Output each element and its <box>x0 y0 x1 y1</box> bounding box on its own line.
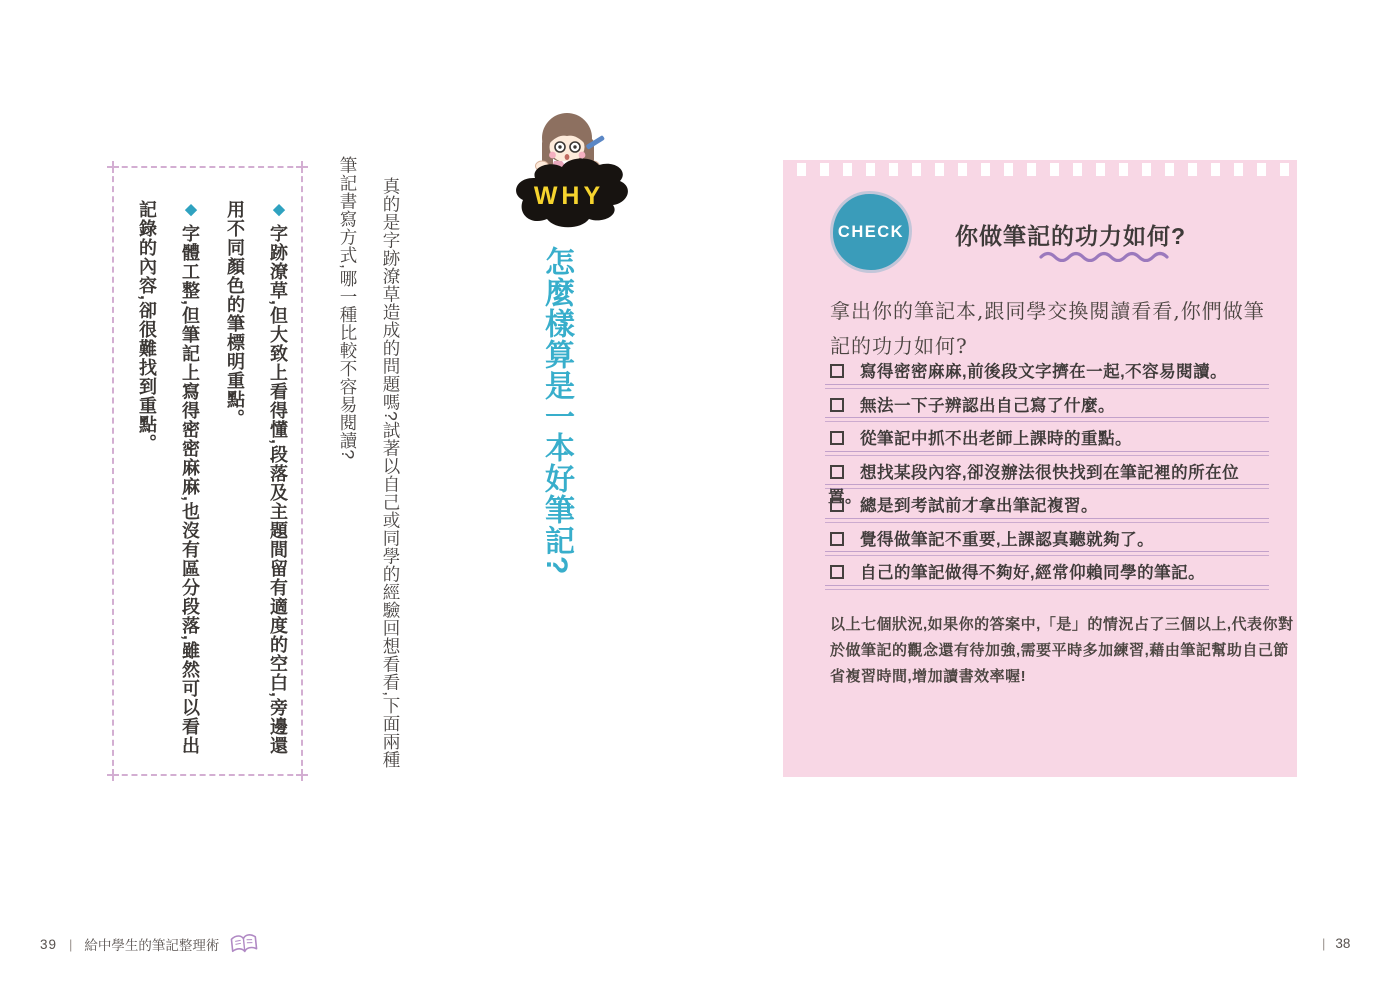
checklist-row-underline <box>825 417 1269 422</box>
note-example-text: 字體工整,但筆記上寫得密密麻麻,也沒有區分段落,雖然可以看出記錄的內容,卻很難找到重點。 <box>137 200 200 756</box>
footer-left <box>40 932 259 956</box>
footer-right <box>1322 936 1350 951</box>
checklist <box>828 357 1269 592</box>
checklist-row-underline <box>825 551 1269 556</box>
checklist-row <box>828 357 1269 391</box>
checklist-item-label: 無法一下子辨認出自己寫了什麼。 <box>860 396 1115 415</box>
wavy-underline <box>1039 250 1171 262</box>
checklist-item-label: 想找某段內容,卻沒辦法很快找到在筆記裡的所在位置。 <box>828 463 1240 506</box>
corner-mark <box>107 161 119 173</box>
checkbox[interactable] <box>830 565 844 579</box>
left-intro-paragraph: 真的是字跡潦草造成的問題嗎?試著以自己或同學的經驗回想看看,下面兩種筆記書寫方式,哪一種比較不容易閱讀? <box>338 156 401 769</box>
checklist-row <box>828 558 1269 592</box>
checklist-item-label: 從筆記中抓不出老師上課時的重點。 <box>860 430 1132 448</box>
checkbox[interactable] <box>830 364 844 378</box>
checklist-item-label: 總是到考試前才拿出筆記複習。 <box>860 497 1098 515</box>
corner-mark <box>107 769 119 781</box>
note-example-item-2 <box>126 200 212 768</box>
footer-divider: | <box>69 936 73 952</box>
why-label <box>534 182 604 210</box>
open-book-icon <box>228 930 260 957</box>
panel-note: 以上七個狀況,如果你的答案中,「是」的情況占了三個以上,代表你對於做筆記的觀念還有待加強,需要平時多加練習,藉由筆記幫助自己節省複習時間,增加讀書效率喔! <box>830 616 1294 685</box>
checklist-row-underline <box>825 451 1269 456</box>
check-panel <box>783 160 1297 777</box>
corner-mark <box>296 161 308 173</box>
checklist-item-label: 覺得做筆記不重要,上課認真聽就夠了。 <box>860 530 1155 549</box>
checkbox[interactable] <box>830 398 844 412</box>
diamond-bullet-icon: ◆ <box>270 200 287 224</box>
checklist-row-underline <box>825 384 1269 389</box>
checklist-row-underline <box>825 518 1269 523</box>
section-title: 怎麼樣算是一本好筆記? <box>540 246 573 576</box>
torn-paper-edge <box>783 163 1297 176</box>
checkbox[interactable] <box>830 532 844 546</box>
checklist-item-label: 寫得密密麻麻,前後段文字擠在一起,不容易閱讀。 <box>860 363 1228 381</box>
checklist-row <box>828 424 1269 458</box>
checkbox[interactable] <box>830 465 844 479</box>
why-girl-illustration <box>505 100 633 236</box>
checklist-row-underline <box>825 484 1269 489</box>
right-page-number: 38 <box>1335 936 1351 951</box>
checkbox[interactable] <box>830 431 844 445</box>
checklist-item-label: 自己的筆記做得不夠好,經常仰賴同學的筆記。 <box>860 564 1206 582</box>
panel-intro: 拿出你的筆記本,跟同學交換閱讀看看,你們做筆記的功力如何? <box>830 299 1265 358</box>
left-page-number: 39 <box>40 936 58 952</box>
diamond-bullet-icon: ◆ <box>182 200 199 224</box>
checklist-row <box>828 491 1269 525</box>
check-badge: CHECK <box>833 194 909 270</box>
panel-title: 你做筆記的功力如何? <box>955 223 1187 249</box>
checklist-row-underline <box>825 585 1269 590</box>
corner-mark <box>296 769 308 781</box>
checkbox[interactable] <box>830 498 844 512</box>
checklist-row <box>828 391 1269 425</box>
why-text: WHY <box>533 182 605 210</box>
checklist-row <box>828 525 1269 559</box>
book-title: 給中學生的筆記整理術 <box>84 938 220 953</box>
note-example-text: 字跡潦草,但大致上看得懂,段落及主題間留有適度的空白,旁邊還用不同顏色的筆標明重點。 <box>225 200 288 756</box>
footer-divider: | <box>1322 936 1326 951</box>
note-example-item-1 <box>214 200 300 768</box>
